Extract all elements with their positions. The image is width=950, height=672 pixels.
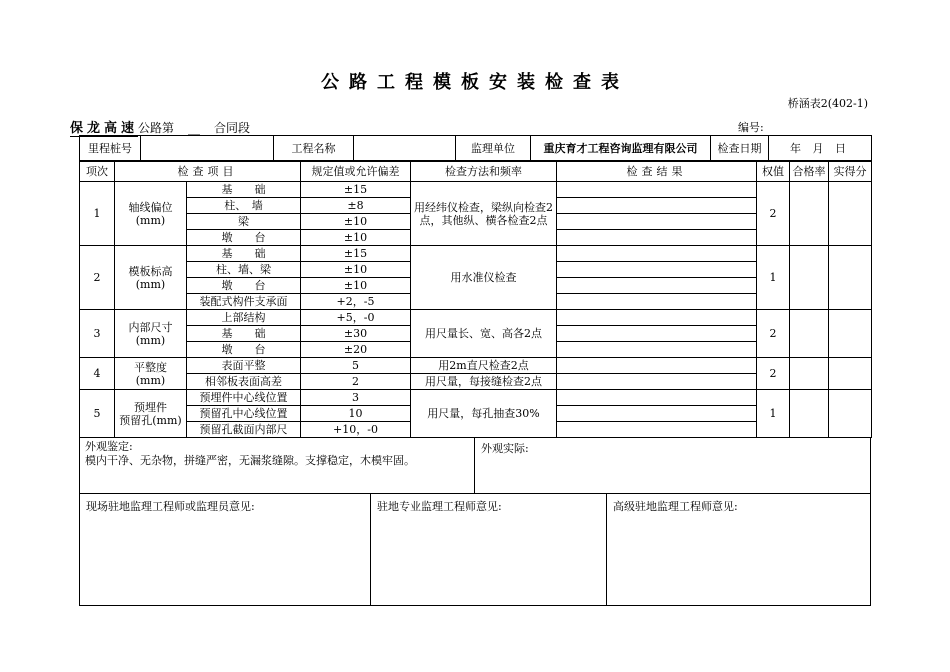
- supervisor-label: 监理单位: [456, 136, 531, 161]
- check-method: 用尺量长、宽、高各2点: [411, 310, 557, 358]
- table-row: [80, 246, 872, 262]
- mileage-field[interactable]: [141, 136, 274, 161]
- check-method: 用水准仪检查: [411, 246, 557, 310]
- signature-section: [79, 494, 871, 606]
- tolerance: ±10: [301, 214, 411, 230]
- appearance-actual-label: 外观实际:: [481, 442, 529, 455]
- item-no: 4: [80, 358, 115, 390]
- item-name: 内部尺寸 (mm): [115, 310, 187, 358]
- inspection-table: [79, 161, 871, 438]
- form-code: 桥涵表2(402-1): [787, 97, 868, 110]
- item-name: 平整度 (mm): [115, 358, 187, 390]
- result-cell[interactable]: [557, 246, 757, 262]
- specialist-engineer-opinion[interactable]: [371, 494, 607, 605]
- appearance-text: 模内干净、无杂物，拼缝严密，无漏浆缝隙。支撑稳定，木模牢固。: [85, 454, 415, 467]
- sub-item: 柱、墙、梁: [187, 262, 301, 278]
- result-cell[interactable]: [557, 374, 757, 390]
- result-cell[interactable]: [557, 230, 757, 246]
- tolerance: ±8: [301, 198, 411, 214]
- sub-item: 表面平整: [187, 358, 301, 374]
- appearance-label: 外观鉴定:: [85, 440, 133, 453]
- tolerance: +5，-0: [301, 310, 411, 326]
- project-text-before: 公路第: [138, 121, 175, 135]
- pass-rate-cell[interactable]: [790, 390, 829, 438]
- sub-item: 柱、 墙: [187, 198, 301, 214]
- tolerance: ±15: [301, 182, 411, 198]
- sub-item: 预留孔中心线位置: [187, 406, 301, 422]
- check-method: 用经纬仪检查，梁纵向检查2点，其他纵、横各检查2点: [411, 182, 557, 246]
- mileage-label: 里程桩号: [80, 136, 141, 161]
- result-cell[interactable]: [557, 278, 757, 294]
- header-info-table: [79, 135, 871, 161]
- sub-item: 预留孔截面内部尺: [187, 422, 301, 438]
- sub-item: 基 础: [187, 326, 301, 342]
- result-cell[interactable]: [557, 214, 757, 230]
- table-row: [80, 182, 872, 198]
- result-cell[interactable]: [557, 326, 757, 342]
- item-name: 模板标高 (mm): [115, 246, 187, 310]
- sub-item: 上部结构: [187, 310, 301, 326]
- col-header-pass-rate: 合格率: [790, 162, 829, 182]
- page-title: 公路工程模板安装检查表: [321, 72, 629, 93]
- appearance-actual[interactable]: [475, 437, 870, 493]
- tolerance: ±20: [301, 342, 411, 358]
- tolerance: 3: [301, 390, 411, 406]
- appearance-assessment[interactable]: [80, 437, 475, 493]
- project-line: [70, 117, 250, 136]
- result-cell[interactable]: [557, 294, 757, 310]
- result-cell[interactable]: [557, 422, 757, 438]
- check-method: 用尺量，每接缝检查2点: [411, 374, 557, 390]
- highway-name: 保龙高速: [70, 121, 139, 136]
- item-no: 5: [80, 390, 115, 438]
- section-number[interactable]: __: [174, 121, 214, 136]
- col-header-method: 检查方法和频率: [411, 162, 557, 182]
- sub-item: 预埋件中心线位置: [187, 390, 301, 406]
- result-cell[interactable]: [557, 406, 757, 422]
- pass-rate-cell[interactable]: [790, 182, 829, 246]
- sub-item: 墩 台: [187, 342, 301, 358]
- sub-item: 墩 台: [187, 230, 301, 246]
- table-row: [80, 374, 872, 390]
- pass-rate-cell[interactable]: [790, 246, 829, 310]
- tolerance: ±30: [301, 326, 411, 342]
- project-text-after: 合同段: [214, 121, 251, 135]
- col-header-item-no: 项次: [80, 162, 115, 182]
- sub-item: 基 础: [187, 182, 301, 198]
- sub-item: 墩 台: [187, 278, 301, 294]
- tolerance: ±10: [301, 230, 411, 246]
- tolerance: 10: [301, 406, 411, 422]
- sub-item: 相邻板表面高差: [187, 374, 301, 390]
- senior-engineer-opinion[interactable]: [607, 494, 870, 605]
- item-name: 预埋件 预留孔(mm): [115, 390, 187, 438]
- serial-number-label: 编号:: [738, 121, 764, 134]
- tolerance: ±10: [301, 262, 411, 278]
- result-cell[interactable]: [557, 390, 757, 406]
- pass-rate-cell[interactable]: [790, 310, 829, 358]
- check-date-label: 检查日期: [711, 136, 769, 161]
- table-row: [80, 390, 872, 406]
- item-name: 轴线偏位 (mm): [115, 182, 187, 246]
- col-header-score: 实得分: [829, 162, 872, 182]
- score-cell[interactable]: [829, 246, 872, 310]
- table-row: [80, 310, 872, 326]
- col-header-weight: 权值: [757, 162, 790, 182]
- project-name-field[interactable]: [354, 136, 456, 161]
- col-header-tolerance: 规定值或允许偏差: [301, 162, 411, 182]
- score-cell[interactable]: [829, 390, 872, 438]
- check-method: 用2m直尺检查2点: [411, 358, 557, 374]
- score-cell[interactable]: [829, 182, 872, 246]
- sub-item: 基 础: [187, 246, 301, 262]
- tolerance: ±15: [301, 246, 411, 262]
- weight: 2: [757, 358, 790, 390]
- check-method: 用尺量，每孔抽查30%: [411, 390, 557, 438]
- col-header-result: 检查结果: [557, 162, 757, 182]
- result-cell[interactable]: [557, 358, 757, 374]
- result-cell[interactable]: [557, 198, 757, 214]
- score-cell[interactable]: [829, 310, 872, 358]
- tolerance: 2: [301, 374, 411, 390]
- pass-rate-cell[interactable]: [790, 358, 829, 390]
- site-engineer-opinion[interactable]: [80, 494, 371, 605]
- sub-item: 梁: [187, 214, 301, 230]
- table-row: [80, 358, 872, 374]
- specialist-engineer-opinion-label: 驻地专业监理工程师意见:: [377, 500, 502, 513]
- weight: 1: [757, 390, 790, 438]
- supervisor-value: 重庆育才工程咨询监理有限公司: [531, 136, 711, 161]
- weight: 2: [757, 310, 790, 358]
- item-no: 3: [80, 310, 115, 358]
- result-cell[interactable]: [557, 310, 757, 326]
- appearance-section: [79, 437, 871, 494]
- col-header-check-item: 检查项目: [115, 162, 301, 182]
- sub-item: 装配式构件支承面: [187, 294, 301, 310]
- tolerance: 5: [301, 358, 411, 374]
- check-date-field[interactable]: 年 月 日: [769, 136, 872, 161]
- score-cell[interactable]: [829, 358, 872, 390]
- weight: 1: [757, 246, 790, 310]
- result-cell[interactable]: [557, 342, 757, 358]
- project-name-label: 工程名称: [274, 136, 354, 161]
- site-engineer-opinion-label: 现场驻地监理工程师或监理员意见:: [86, 500, 255, 513]
- senior-engineer-opinion-label: 高级驻地监理工程师意见:: [613, 500, 738, 513]
- weight: 2: [757, 182, 790, 246]
- tolerance: +10，-0: [301, 422, 411, 438]
- item-no: 2: [80, 246, 115, 310]
- result-cell[interactable]: [557, 182, 757, 198]
- result-cell[interactable]: [557, 262, 757, 278]
- item-no: 1: [80, 182, 115, 246]
- tolerance: ±10: [301, 278, 411, 294]
- tolerance: +2，-5: [301, 294, 411, 310]
